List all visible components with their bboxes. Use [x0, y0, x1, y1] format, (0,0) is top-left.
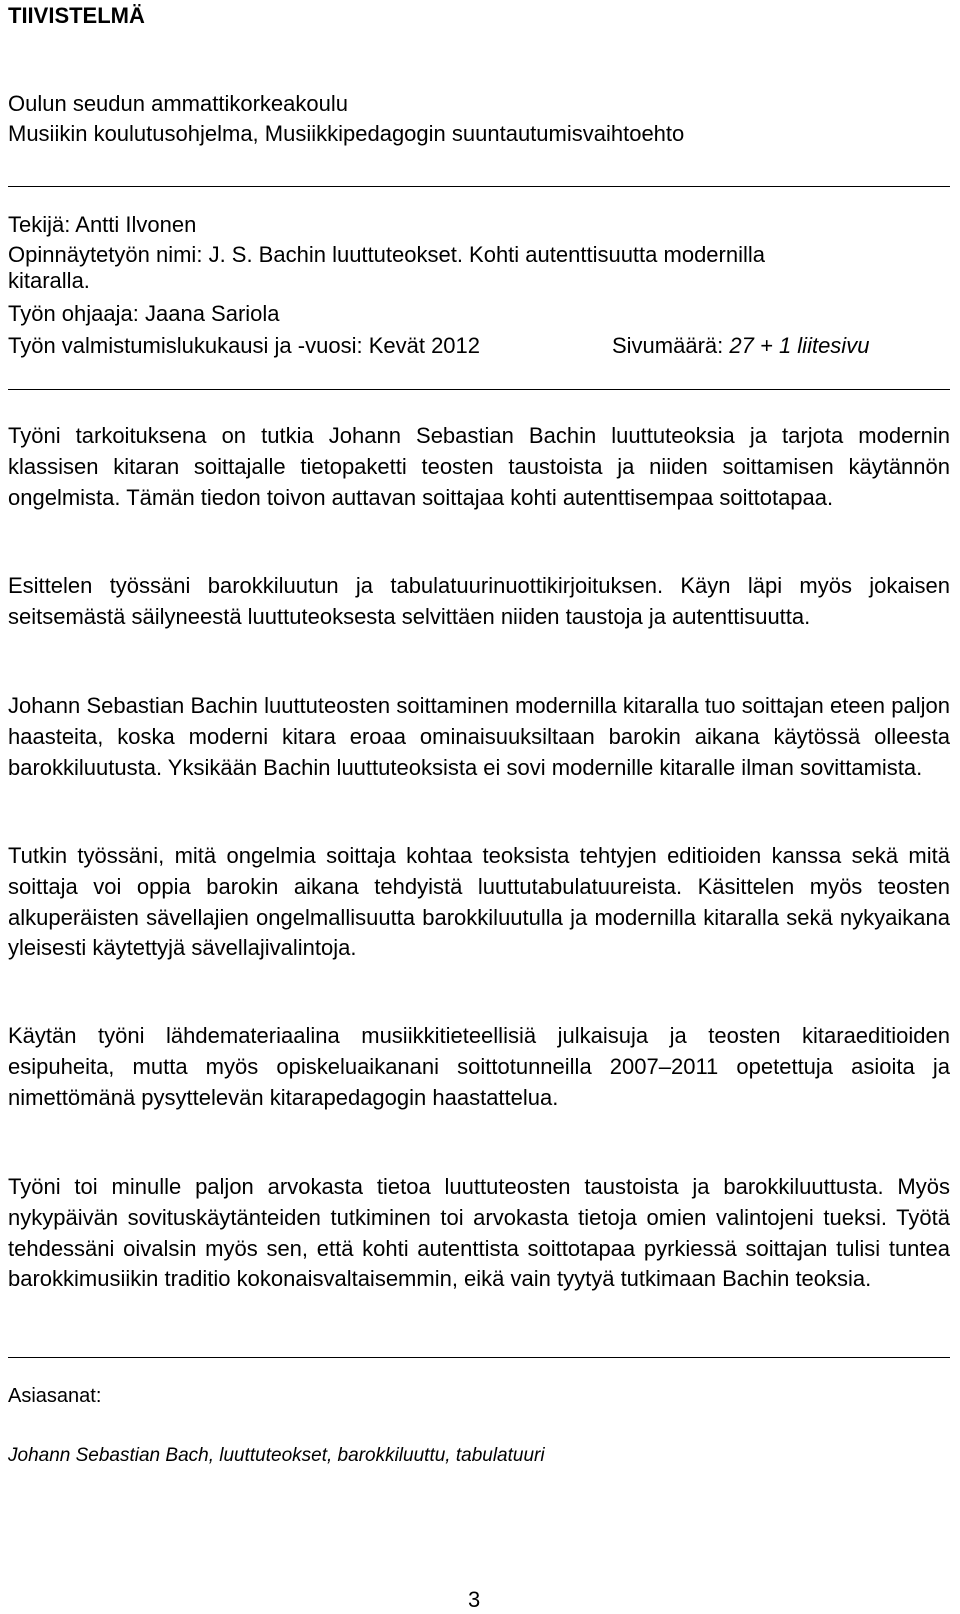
supervisor-label: Työn ohjaaja:: [8, 301, 139, 326]
abstract-paragraph: Työni tarkoituksena on tutkia Johann Sebastian Bachin luuttuteoksia ja tarjota modernin klassisen kitaran soittajalle tietopaketti teosten taustoista ja niiden soittamisen käytännön ongelmista. Tämän tiedon toivon auttavan soittajaa kohti autenttisempaa soittotapaa.: [8, 423, 950, 510]
abstract-paragraph: Tutkin työssäni, mitä ongelmia soittaja kohtaa teoksista tehtyjen editioiden kanssa sekä mitä soittaja voi oppia barokin aikana tehdyistä luuttutabulatuureista. Käsittelen myös teosten alkuperäisten sävellajien ongelmallisuutta barokkiluutulla ja modernilla kitaralla sekä nykyaikana yleisesti käytettyjä sävellajivalintoja.: [8, 843, 950, 961]
divider: [8, 1357, 950, 1358]
school-name: Oulun seudun ammattikorkeakoulu: [8, 91, 348, 116]
thesis-title-line: [8, 240, 765, 270]
keywords-label: Asiasanat:: [8, 1385, 102, 1407]
abstract-paragraph: Esittelen työssäni barokkiluutun ja tabulatuurinuottikirjoituksen. Käyn läpi myös jokaisen seitsemästä säilyneestä luuttuteoksesta selvittäen niiden taustoja ja autenttisuutta.: [8, 573, 950, 629]
abstract-paragraph: Johann Sebastian Bachin luuttuteosten soittaminen modernilla kitaralla tuo soittajan eteen paljon haasteita, koska moderni kitara eroaa ominaisuuksiltaan barokin aikana käytössä olleesta barokkiluutusta. Yksikään Bachin luuttuteoksista ei sovi modernille kitaralle ilman sovittamista.: [8, 693, 950, 780]
author-line: [8, 210, 196, 240]
thesis-title: J. S. Bachin luuttuteokset. Kohti autenttisuutta modernilla: [208, 242, 765, 267]
abstract-paragraph: Käytän työni lähdemateriaalina musiikkitieteellisiä julkaisuja ja teosten kitaraeditioiden esipuheita, mutta myös opiskeluaikanani soittotunneilla 2007–2011 opetettuja asioita ja nimettömänä pysyttelevän kitarapedagogin haastattelua.: [8, 1023, 950, 1110]
completion-label: Työn valmistumislukukausi ja -vuosi:: [8, 333, 363, 358]
author-name: Antti Ilvonen: [75, 212, 197, 237]
supervisor-line: [8, 299, 280, 329]
completion-line: [8, 331, 480, 361]
author-label: Tekijä:: [8, 212, 71, 237]
divider: [8, 186, 950, 187]
abstract-paragraph: Työni toi minulle paljon arvokasta tietoa luuttuteosten taustoista ja barokkiluuttusta. Myös nykypäivän sovituskäytänteiden tutkiminen toi arvokasta tietoja omien valintojeni tueksi. Työtä tehdessäni oivalsin myös sen, että kohti autenttista soittotapaa pyrkiessä soittajan tulisi tuntea barokkimusiikin traditio kokonaisvaltaisemmin, eikä vain tyytyä tutkimaan Bachin teoksia.: [8, 1174, 950, 1292]
page-count-value: 27 + 1 liitesivu: [729, 333, 870, 358]
thesis-title-continuation: kitaralla.: [8, 268, 90, 293]
divider: [8, 389, 950, 390]
program-name: Musiikin koulutusohjelma, Musiikkipedagogin suuntautumisvaihtoehto: [8, 121, 685, 146]
completion-value: Kevät 2012: [368, 333, 481, 358]
page-count-line: [612, 331, 869, 361]
page-number: 3: [468, 1587, 481, 1612]
keywords: Johann Sebastian Bach, luuttuteokset, barokkiluuttu, tabulatuuri: [8, 1445, 545, 1466]
page-title: TIIVISTELMÄ: [8, 3, 145, 28]
page-count-label: Sivumäärä:: [612, 333, 724, 358]
thesis-title-label: Opinnäytetyön nimi:: [8, 242, 203, 267]
supervisor-name: Jaana Sariola: [145, 301, 280, 326]
